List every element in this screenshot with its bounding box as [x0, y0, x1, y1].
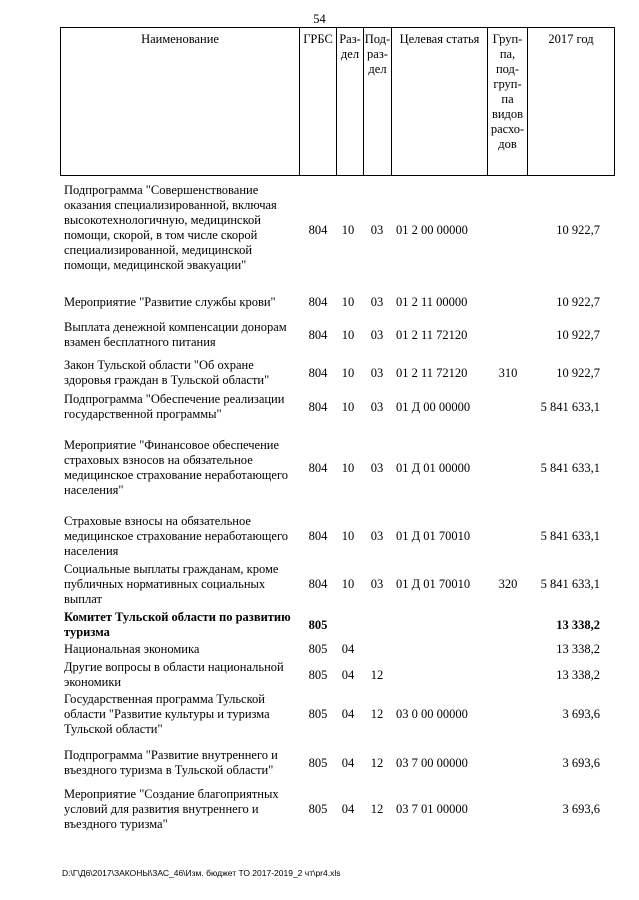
row-podrazdel: 03: [370, 529, 384, 543]
row-group: [490, 642, 526, 657]
row-grbs: 804: [308, 577, 328, 591]
row-podrazdel: 12: [370, 667, 384, 682]
header-year-cell: [527, 28, 614, 175]
row-name: Государственная программа Тульской области "Развитие культуры и туризма Тульской области": [64, 692, 270, 736]
row-podrazdel: 12: [370, 707, 384, 721]
row-sum: 13 338,2: [556, 642, 600, 656]
row-sum: 3 693,6: [562, 707, 600, 721]
row-name: Мероприятие "Создание благоприятных условий для развития внутреннего и въездного туризма": [64, 787, 279, 831]
table-row: [0, 392, 639, 422]
header-name: Наименование: [141, 32, 219, 46]
row-name: Комитет Тульской области по развитию туризма: [64, 610, 291, 639]
row-grbs: 804: [308, 399, 328, 414]
row-razdel: 10: [341, 327, 355, 342]
file-path-footer: D:\Г\Д6\2017\ЗАКОНЫ\ЗАС_46\Изм. бюджет ТО 2017-2019_2 чт\pr4.xls: [62, 868, 341, 878]
row-razdel: 10: [341, 460, 355, 475]
row-grbs: 805: [308, 667, 328, 682]
header-razdel-cell: [336, 28, 363, 175]
header-year: 2017 год: [548, 32, 594, 46]
row-sum: 10 922,7: [556, 327, 600, 342]
row-target-article: 01 Д 01 00000: [396, 460, 471, 475]
header-group-cell: [487, 28, 527, 175]
row-sum: 5 841 633,1: [540, 399, 600, 414]
row-sum: 5 841 633,1: [540, 460, 600, 475]
row-group: [490, 787, 526, 832]
row-grbs: 804: [308, 327, 328, 342]
row-target-article: 01 Д 00 00000: [396, 399, 471, 414]
row-group: [490, 610, 526, 640]
table-row: [0, 183, 639, 277]
row-target-article: [396, 660, 488, 690]
header-grbs-cell: [299, 28, 336, 175]
row-target-article: 03 7 00 00000: [396, 755, 468, 770]
table-row: [0, 610, 639, 640]
row-group: [490, 748, 526, 778]
row-razdel: 04: [341, 707, 355, 721]
row-sum: 13 338,2: [556, 667, 600, 682]
table-row: [0, 438, 639, 498]
row-group: [490, 295, 526, 310]
header-name-cell: [61, 28, 299, 175]
row-razdel: 04: [341, 755, 355, 770]
row-group: [490, 183, 526, 277]
table-row: [0, 358, 639, 388]
header-cs: Целевая статья: [399, 32, 480, 46]
row-name: Подпрограмма "Обеспечение реализации государственной программы": [64, 392, 285, 421]
row-podrazdel: [364, 610, 390, 640]
row-razdel: [334, 610, 362, 640]
row-target-article: 01 Д 01 70010: [396, 577, 471, 591]
row-razdel: 10: [341, 529, 355, 543]
row-name: Закон Тульской области "Об охране здоровья граждан в Тульской области": [64, 358, 270, 387]
row-sum: 10 922,7: [556, 295, 600, 309]
row-grbs: 805: [308, 802, 328, 816]
row-name: Подпрограмма "Совершенствование оказания специализированной, включая высокотехнологичную, медицинской помощи, скорой, в том числе скорой специализированной, медицинской помощи, медицинской эвакуации": [64, 183, 277, 272]
row-razdel: 10: [341, 222, 355, 237]
row-name: Выплата денежной компенсации донорам взамен бесплатного питания: [64, 320, 287, 349]
row-group: [490, 692, 526, 737]
header-podrazdel-cell: [363, 28, 391, 175]
row-grbs: 805: [308, 707, 328, 721]
row-target-article: [396, 610, 488, 640]
row-name: Национальная экономика: [64, 642, 200, 656]
row-target-article: 03 0 00 00000: [396, 707, 468, 721]
table-row: [0, 562, 639, 607]
row-razdel: 10: [341, 577, 355, 591]
row-target-article: [396, 642, 488, 657]
table-header: [60, 27, 615, 176]
table-row: [0, 660, 639, 690]
row-target-article: 01 2 11 72120: [396, 327, 468, 342]
row-group: [490, 438, 526, 498]
row-razdel: 10: [341, 295, 355, 309]
row-group: 310: [498, 365, 518, 380]
row-sum: 5 841 633,1: [540, 529, 600, 543]
row-grbs: 805: [308, 642, 328, 656]
row-razdel: 10: [341, 399, 355, 414]
header-podrazdel: Под- раз- дел: [364, 32, 391, 76]
table-row: [0, 320, 639, 350]
row-name: Подпрограмма "Развитие внутреннего и въездного туризма в Тульской области": [64, 748, 278, 777]
row-sum: 13 338,2: [556, 617, 600, 632]
row-podrazdel: 03: [370, 222, 384, 237]
row-target-article: 01 2 11 72120: [396, 365, 468, 380]
row-target-article: 01 2 00 00000: [396, 222, 468, 237]
page-number: 54: [313, 12, 326, 26]
row-target-article: 03 7 01 00000: [396, 802, 468, 816]
row-name: Другие вопросы в области национальной экономики: [64, 660, 284, 689]
table-row: [0, 787, 639, 832]
row-target-article: 01 Д 01 70010: [396, 529, 471, 543]
table-row: [0, 642, 639, 657]
row-podrazdel: 03: [370, 365, 384, 380]
row-grbs: 804: [308, 365, 328, 380]
row-sum: 3 693,6: [562, 755, 600, 770]
table-row: [0, 748, 639, 778]
row-grbs: 805: [308, 617, 328, 632]
row-podrazdel: 03: [370, 460, 384, 475]
row-razdel: 04: [341, 667, 355, 682]
header-cs-cell: [391, 28, 487, 175]
row-podrazdel: 03: [370, 399, 384, 414]
row-sum: 10 922,7: [556, 365, 600, 380]
row-group: [490, 392, 526, 422]
header-group: Груп- па, под- груп- па видов расхо- дов: [490, 32, 525, 151]
row-target-article: 01 2 11 00000: [396, 295, 468, 309]
row-podrazdel: [364, 642, 390, 657]
row-name: Мероприятие "Развитие службы крови": [64, 295, 276, 309]
row-razdel: 04: [341, 642, 355, 656]
row-grbs: 804: [308, 295, 328, 309]
row-group: [490, 514, 526, 559]
row-group: 320: [498, 577, 518, 591]
header-grbs: ГРБС: [303, 32, 333, 46]
row-grbs: 804: [308, 460, 328, 475]
row-sum: 3 693,6: [562, 802, 600, 816]
table-row: [0, 295, 639, 310]
row-razdel: 04: [341, 802, 355, 816]
table-row: [0, 692, 639, 737]
row-grbs: 804: [308, 222, 328, 237]
row-name: Социальные выплаты гражданам, кроме публичных нормативных социальных выплат: [64, 562, 279, 606]
row-sum: 5 841 633,1: [540, 577, 600, 591]
row-podrazdel: 12: [370, 755, 384, 770]
row-razdel: 10: [341, 365, 355, 380]
header-razdel: Раз- дел: [339, 32, 361, 61]
row-podrazdel: 03: [370, 295, 384, 309]
row-podrazdel: 12: [370, 802, 384, 816]
row-group: [490, 660, 526, 690]
row-group: [490, 320, 526, 350]
row-sum: 10 922,7: [556, 222, 600, 237]
row-podrazdel: 03: [370, 577, 384, 591]
row-name: Страховые взносы на обязательное медицинское страхование неработающего населения: [64, 514, 289, 558]
row-name: Мероприятие "Финансовое обеспечение страховых взносов на обязательное медицинское страхование неработающего населения": [64, 438, 289, 497]
row-grbs: 805: [308, 755, 328, 770]
row-grbs: 804: [308, 529, 328, 543]
table-row: [0, 514, 639, 559]
row-podrazdel: 03: [370, 327, 384, 342]
